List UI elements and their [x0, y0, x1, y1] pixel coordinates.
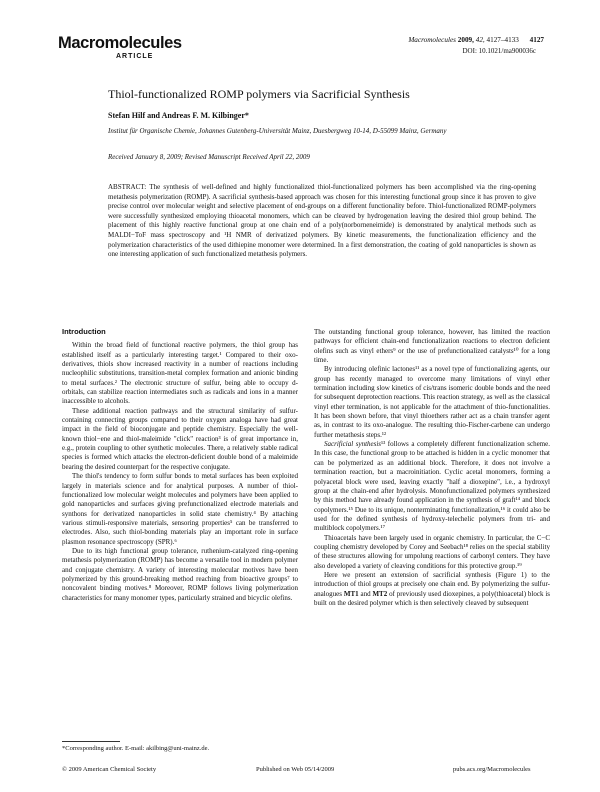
- section-heading-introduction: Introduction: [62, 327, 106, 336]
- compound-mt1: MT1: [343, 589, 359, 598]
- paragraph: By introducing olefinic lactones¹¹ as a novel type of functionalizing agents, our group has recently managed to overcome many limitations of vinyl ether termination including slow kinetics of cis/trans isomeric double bonds and the need for subsequent deprotection reactions. This reaction strategy, as well as the classical vinyl ether termination, is not applicable for the attachment of thio-functionalities. It has been shown before, that vinyl thioethers rather act as a chain transfer agent as, in contrast to its oxo-analogue. The resulting thio-Fischer-carbene can undergo further metathesis steps.¹²: [314, 365, 550, 439]
- paragraph-text: ¹³ follows a completely different functionalization scheme. In this case, the functional group to be attached is hidden in a cyclic monomer that can be polymerized as an additional block. Therefore, it does not involve a termination reaction, but a macroinitiation. Cyclic acetal monomers, forming a polyacetal block were used, leaving exactly "half a dioxepine", i.e., a hydroxyl group at the chain-end after hydrolysis. Monofunctionalized polymers synthesized by this method have already found application in the synthesis of graft¹⁴ and block copolymers.¹⁵ Due to its unique, nonterminating functionalization,¹⁶ it could also be used for the defined synthesis of hydroxy-telechelic polymers from tri- and multiblock copolymers.¹⁷: [314, 440, 550, 533]
- section-label: ARTICLE: [116, 53, 154, 60]
- abstract-text: The synthesis of well-defined and highly functionalized thiol-functionalized polymers has been accomplished via the ring-opening metathesis polymerization (ROMP). A sacrificial synthesis-based approach was chosen for this interesting functional group since it has proven to give precise control over molecular weight and selective placement of end-groups on a different functionality before. Thiol-functionalized ROMP-polymers were successfully synthesized employing thioacetal monomers, which can be cleaved by hydrogenation leaving the desired thiol group behind. The placement of this highly reactive functional group at one chain end of a poly(norborneneimide) is demonstrated by analytical methods such as MALDI−ToF mass spectroscopy and ¹H NMR of derivatized polymers. By kinetic measurements, the functionalization efficiency and the polymerization characteristics of the used dithiepine monomer were determined. In a first demonstration, the coating of gold nanoparticles is shown as one interesting application of such functionalized metathesis polymers.: [108, 183, 537, 259]
- paragraph: [314, 440, 550, 533]
- term-sacrificial-synthesis: Sacrificial synthesis: [324, 440, 382, 449]
- paragraph: The thiol's tendency to form sulfur bonds to metal surfaces has been exploited largely in materials science and for analytical purposes. A number of thiol-functionalized low molecular weight molecules and polymers have been applied to gold nanoparticles and surfaces giving prefunctionalized electrode materials and synthons for derivatized nanoparticles in solid state chemistry.⁴ By attaching various stimuli-responsive materials, sensoring properties⁵ can be transferred to electrodes. Also, such thiol-bonding materials play an important role in surface plasmon resonance spectroscopy (SPR).⁶: [62, 472, 298, 546]
- author-list: Stefan Hilf and Andreas F. M. Kilbinger*: [108, 111, 249, 120]
- page-number: 4127: [529, 36, 544, 44]
- abstract: [108, 183, 536, 260]
- doi[interactable]: DOI: 10.1021/ma900036c: [462, 47, 536, 55]
- affiliation: Institut für Organische Chemie, Johannes Gutenberg-Universität Mainz, Duesbergweg 10-14, D-55099 Mainz, Germany: [108, 127, 447, 135]
- received-dates: Received January 8, 2009; Revised Manuscript Received April 22, 2009: [108, 153, 310, 161]
- journal-logo: Macromolecules: [58, 34, 182, 52]
- paragraph-text: Here we present an extension of sacrificial synthesis (Figure 1) to the introduction of thiol groups at precisely one chain end. By polymerizing the sulfur-analogues: [314, 570, 550, 598]
- citation-volume: 42,: [475, 36, 485, 44]
- left-column: [62, 327, 298, 603]
- footer-published: Published on Web 05/14/2009: [256, 766, 335, 773]
- footer-copyright: © 2009 American Chemical Society: [62, 766, 157, 773]
- paragraph: These additional reaction pathways and the structural similarity of sulfur-containing connecting groups compared to their oxygen analoga have had great impact in the field of bioconjugate and peptide chemistry. Especially the well-known thiol−ene and thiol-maleimide "click" reaction³ is of great importance in, e.g., protein coupling to other synthetic molecules. There, a relatively stable radical species is formed which attacks the electron-deficient double bond of a maleimide bearing the desired counterpart for the respective conjugate.: [62, 406, 298, 471]
- footer-url[interactable]: pubs.acs.org/Macromolecules: [453, 766, 531, 773]
- citation-line: [408, 36, 544, 44]
- paragraph: [314, 571, 550, 608]
- paragraph: Within the broad field of functional reactive polymers, the thiol group has established itself as a particularly interesting target.¹ Compared to their oxo-derivatives, thiols show increased reactivity in a number of reactions including nucleophilic substitutions, transition-metal complex formation and anionic binding to metal surfaces.² The electronic structure of sulfur, being able to occupy d-orbitals, can stabilize reaction intermediates such as radicals and ions in a manner inaccessible to alcohols.: [62, 341, 298, 406]
- footnote-divider: [62, 741, 120, 742]
- article-title: Thiol-functionalized ROMP polymers via Sacrificial Synthesis: [108, 87, 410, 101]
- compound-mt2: MT2: [372, 589, 388, 598]
- citation-pages: 4127–4133: [486, 36, 519, 44]
- citation-journal: Macromolecules: [408, 36, 456, 44]
- paragraph: Due to its high functional group tolerance, ruthenium-catalyzed ring-opening metathesis polymerization (ROMP) has become a versatile tool in modern polymer and conjugate chemistry. A variety of interesting molecular motives have been polymerized by this ground-breaking method reaching from bioactive groups⁷ to noncovalent binding motives.⁸ Moreover, ROMP follows living polymerization characteristics for many monomer types, particularly strained and bicyclic olefins.: [62, 546, 298, 602]
- paragraph-text: and: [358, 589, 373, 598]
- abstract-label: ABSTRACT:: [108, 183, 147, 191]
- paragraph: The outstanding functional group tolerance, however, has limited the reaction pathways for efficient chain-end functionalization reactions to electron deficient olefins such as vinyl ethers⁹ or the use of prefunctionalized catalysts¹⁰ for a long time.: [314, 328, 550, 365]
- right-column: [314, 328, 550, 608]
- citation-year: 2009,: [457, 36, 474, 44]
- corresponding-author-footnote: *Corresponding author. E-mail: akilbing@uni-mainz.de.: [62, 745, 210, 752]
- paragraph: Thioacetals have been largely used in organic chemistry. In particular, the C−C coupling chemistry developed by Corey and Seebach¹⁸ relies on the special stability of these structures allowing for umpolung reactions of carbonyl centers. They have also developed a variety of cleaving conditions for this protective group.¹⁹: [314, 533, 550, 570]
- paragraph-text: of previously used dioxepines, a poly(thioacetal) block is built on the desired polymer which is then selectively cleaved by subsequent: [314, 589, 550, 607]
